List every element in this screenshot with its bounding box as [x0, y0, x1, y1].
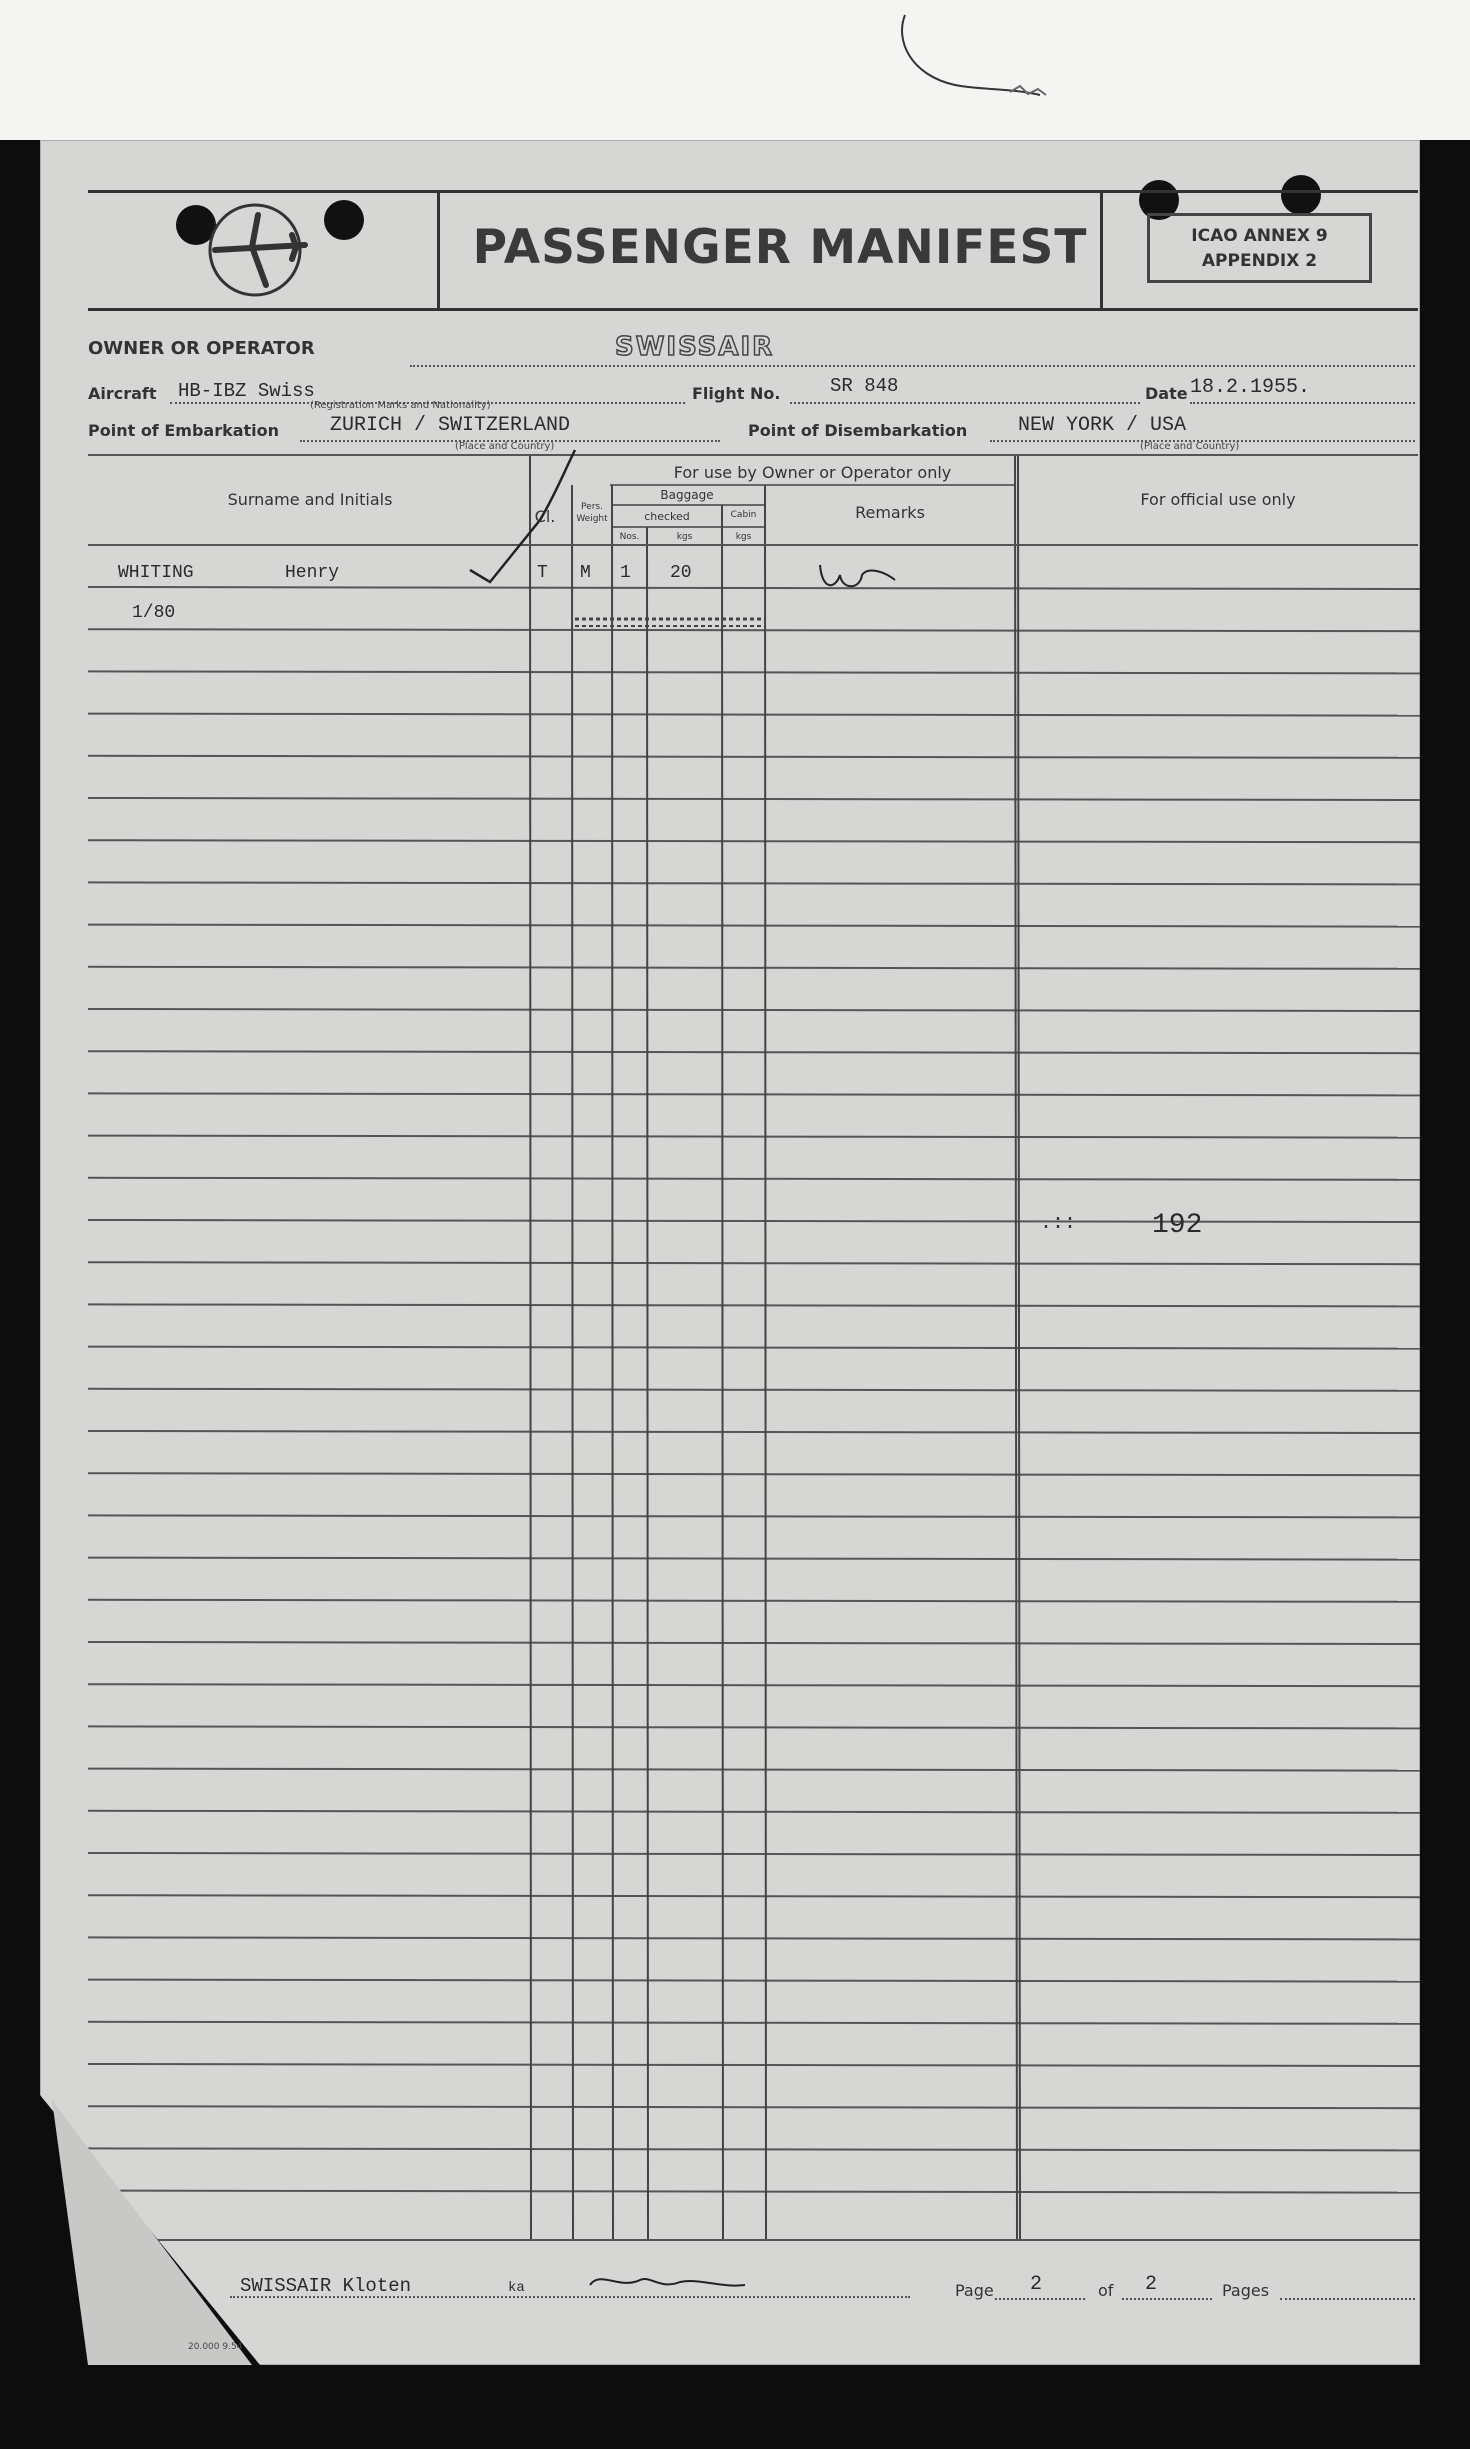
col-cl-header: Cl.: [534, 507, 556, 526]
table-row-line: [88, 840, 1420, 842]
table-column-line: [647, 527, 648, 2240]
table-row-line: [88, 1811, 1420, 1813]
disembark-label: Point of Disembarkation: [748, 421, 968, 440]
icao-line-2: APPENDIX 2: [1201, 251, 1318, 271]
page-label: Page: [955, 2281, 994, 2300]
table-row-line: [88, 1980, 1420, 1982]
baggage-nos: 1: [620, 563, 631, 583]
date-label: Date: [1145, 384, 1188, 403]
table-row-line: [88, 1515, 1420, 1517]
table-row-line: [88, 1262, 1420, 1264]
table-row-line: [88, 1473, 1420, 1475]
embark-note: (Place and Country): [455, 441, 555, 452]
of-label: of: [1098, 2281, 1114, 2300]
table-row-line: [88, 1304, 1420, 1306]
table-column-line: [1015, 455, 1017, 2240]
table-row-line: [88, 1895, 1420, 1897]
embark-value: ZURICH / SWITZERLAND: [330, 414, 571, 437]
table-row-line: [88, 714, 1420, 716]
icao-line-1: ICAO ANNEX 9: [1191, 226, 1328, 246]
table-row-line: [88, 1389, 1420, 1391]
baggage-kgs: 20: [670, 563, 692, 583]
table-row-line: [88, 1220, 1420, 1222]
table-row-line: [88, 1726, 1420, 1728]
table-column-line: [572, 485, 573, 2240]
table-row-line: [88, 1178, 1420, 1180]
owner-value: SWISSAIR: [615, 332, 775, 362]
table-row-line: [88, 629, 1420, 631]
table-row-line: [88, 1051, 1420, 1053]
pages-label: Pages: [1222, 2281, 1270, 2300]
official-stamp-number: 192: [1152, 1210, 1203, 1241]
table-row-line: [88, 2022, 1420, 2024]
table-row-line: [88, 756, 1420, 758]
table-row-line: [88, 1600, 1420, 1602]
table-row-line: [88, 882, 1420, 884]
col-weight-header: Weight: [576, 514, 608, 524]
sub-note: 1/80: [132, 603, 176, 623]
table-row-line: [88, 587, 1420, 589]
col-baggage-header: Baggage: [660, 488, 714, 502]
col-nos-header: Nos.: [619, 532, 640, 542]
passenger-initials: Henry: [285, 563, 340, 583]
table-row-line: [88, 798, 1420, 800]
col-pers-header: Pers.: [581, 502, 603, 512]
table-row-line: [88, 1769, 1420, 1771]
table-row-line: [88, 2191, 1420, 2193]
col-kgs-header: kgs: [676, 532, 693, 542]
col-cabin-kgs-header: kgs: [735, 532, 752, 542]
table-column-line: [765, 485, 766, 2240]
table-row-line: [88, 1009, 1420, 1011]
flight-label: Flight No.: [692, 384, 781, 403]
table-row-line: [88, 2064, 1420, 2066]
disembark-value: NEW YORK / USA: [1018, 414, 1187, 437]
table-row-line: [88, 2148, 1420, 2150]
table-column-line: [530, 455, 531, 2240]
signature-typed: SWISSAIR Kloten: [240, 2275, 412, 2297]
owner-use-header: For use by Owner or Operator only: [673, 463, 952, 482]
col-official-header: For official use only: [1140, 490, 1296, 509]
aircraft-note: (Registration Marks and Nationality): [310, 400, 491, 411]
table-row-line: [88, 967, 1420, 969]
owner-label: OWNER OR OPERATOR: [88, 338, 315, 359]
table-row-line: [88, 671, 1420, 673]
table-row-line: [88, 1093, 1420, 1095]
col-cabin-header: Cabin: [730, 510, 757, 520]
form-code: 20.000 9.54: [188, 2342, 243, 2352]
table-row-line: [88, 1853, 1420, 1855]
of-value: 2: [1145, 2273, 1158, 2296]
flight-value: SR 848: [830, 375, 899, 397]
table-row-line: [88, 925, 1420, 927]
table-row-line: [88, 1136, 1420, 1138]
table-column-line: [612, 485, 613, 2240]
col-surname-header: Surname and Initials: [227, 490, 393, 509]
disembark-note: (Place and Country): [1140, 441, 1240, 452]
date-value: 18.2.1955.: [1190, 376, 1311, 399]
passenger-weight: M: [580, 563, 591, 583]
col-checked-header: checked: [644, 510, 690, 523]
aircraft-label: Aircraft: [88, 384, 157, 403]
table-row-line: [88, 1431, 1420, 1433]
table-row-line: [88, 1642, 1420, 1644]
table-column-line: [722, 505, 723, 2240]
table-row-line: [88, 1937, 1420, 1939]
table-row-line: [88, 1347, 1420, 1349]
table-row-line: [88, 2106, 1420, 2108]
table-row-line: [88, 1684, 1420, 1686]
table-column-line: [1018, 455, 1020, 2240]
embark-label: Point of Embarkation: [88, 421, 280, 440]
page-value: 2: [1030, 2273, 1043, 2296]
passenger-class: T: [537, 563, 548, 583]
document-title: PASSENGER MANIFEST: [472, 220, 1088, 275]
aircraft-value: HB-IBZ Swiss: [178, 380, 315, 402]
passenger-surname: WHITING: [118, 563, 194, 583]
col-remarks-header: Remarks: [855, 503, 925, 522]
signature-line: [230, 2296, 910, 2298]
table-row-line: [88, 1558, 1420, 1560]
